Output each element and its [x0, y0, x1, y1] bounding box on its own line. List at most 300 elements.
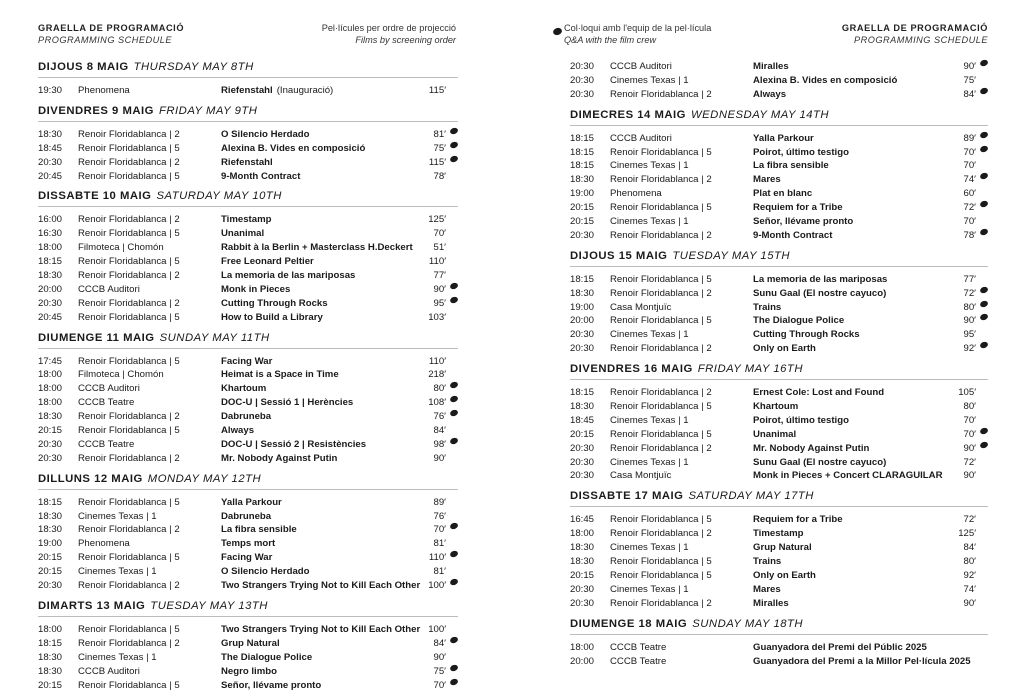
- screening-row: [570, 428, 988, 442]
- day-title: [38, 599, 458, 617]
- screening-duration: 70′: [963, 216, 976, 228]
- screening-venue: Cinemes Texas | 1: [610, 216, 689, 228]
- screening-venue: Phenomena: [78, 85, 130, 96]
- screening-time: 18:30: [570, 542, 595, 554]
- screening-time: 20:15: [38, 552, 63, 564]
- film-title: Riefenstahl: [221, 156, 273, 168]
- film-title: Mr. Nobody Against Putin: [753, 442, 870, 454]
- screening-time: 20:30: [570, 583, 595, 595]
- screening-duration: 100′: [428, 623, 446, 635]
- film-title: Poirot, último testigo: [753, 414, 849, 426]
- screening-time: 20:30: [570, 343, 595, 355]
- screening-duration: 125′: [958, 528, 976, 540]
- screening-row: [570, 173, 988, 187]
- screening-row: [570, 88, 988, 102]
- screening-row: [570, 132, 988, 146]
- screening-row: [38, 142, 458, 156]
- qa-icon: [449, 141, 459, 149]
- qa-icon: [979, 286, 989, 294]
- screening-row: [38, 523, 458, 537]
- day-title: [38, 331, 458, 349]
- screening-duration: 115′: [428, 85, 446, 96]
- qa-icon: [449, 437, 459, 445]
- screening-duration: 110′: [428, 552, 446, 564]
- screening-time: 20:00: [38, 283, 63, 295]
- film-title: Timestamp: [221, 214, 272, 226]
- screening-row: [38, 128, 458, 142]
- screening-time: 18:30: [38, 665, 63, 677]
- screening-row: [570, 400, 988, 414]
- screening-row: [570, 469, 988, 483]
- screening-duration: 77′: [433, 270, 446, 282]
- film-title: Trains: [753, 556, 782, 568]
- screening-film: [753, 400, 798, 414]
- day-title-ca: DIMARTS 13 MAIG: [38, 599, 146, 612]
- screening-duration: 51′: [433, 242, 446, 254]
- screening-film: [753, 655, 971, 669]
- qa-legend-ca: Col·loqui amb l'equip de la pel·lícula: [564, 23, 712, 33]
- day-block: [38, 472, 458, 593]
- screening-row: [38, 679, 458, 693]
- screening-time: 18:30: [570, 287, 595, 299]
- screening-row: [38, 496, 458, 510]
- screening-duration: 90′: [433, 452, 446, 464]
- screening-venue: Cinemes Texas | 1: [78, 651, 157, 663]
- screening-venue: Renoir Floridablanca | 5: [610, 202, 712, 214]
- day-title: [38, 60, 458, 78]
- day-block: [38, 331, 458, 466]
- screening-row: [38, 170, 458, 184]
- film-note: (Inauguració): [276, 85, 334, 96]
- screening-duration: 95′: [963, 329, 976, 341]
- screening-row: [38, 424, 458, 438]
- screening-duration: 74′: [963, 583, 976, 595]
- screening-venue: Renoir Floridablanca | 2: [78, 411, 180, 423]
- screening-row: [570, 74, 988, 88]
- film-title: How to Build a Library: [221, 311, 323, 323]
- film-title: Free Leonard Peltier: [221, 256, 314, 268]
- screening-film: [221, 523, 297, 537]
- screening-row: [38, 283, 458, 297]
- qa-icon: [979, 172, 989, 180]
- film-title: La fibra sensible: [221, 524, 297, 536]
- screening-film: [753, 442, 869, 456]
- screening-venue: CCCB Teatre: [610, 641, 667, 653]
- screening-venue: Renoir Floridablanca | 5: [78, 355, 180, 367]
- screening-venue: Renoir Floridablanca | 2: [610, 229, 712, 241]
- screening-row: [570, 273, 988, 287]
- film-title: Temps mort: [221, 538, 276, 550]
- day-title-en: SUNDAY MAY 11TH: [159, 331, 270, 344]
- screening-venue: CCCB Teatre: [78, 438, 135, 450]
- screening-duration: 125′: [428, 214, 446, 226]
- screening-duration: 75′: [433, 665, 446, 677]
- film-title: 9-Month Contract: [753, 229, 833, 241]
- screening-row: [570, 386, 988, 400]
- screening-venue: Cinemes Texas | 1: [610, 542, 689, 554]
- screening-venue: Renoir Floridablanca | 5: [610, 556, 712, 568]
- qa-icon: [979, 341, 989, 349]
- screening-time: 18:15: [38, 496, 63, 508]
- screening-row: [570, 328, 988, 342]
- screening-venue: Cinemes Texas | 1: [78, 510, 157, 522]
- screening-film: [221, 579, 420, 593]
- screening-row: [570, 527, 988, 541]
- day-title-en: THURSDAY MAY 8TH: [133, 61, 254, 73]
- screening-film: [221, 128, 310, 142]
- film-title: Ernest Cole: Lost and Found: [753, 387, 885, 399]
- screening-row: [38, 156, 458, 170]
- screening-film: [221, 84, 333, 98]
- screening-film: [753, 215, 853, 229]
- screening-time: 20:30: [570, 74, 595, 86]
- screening-film: [753, 173, 781, 187]
- screening-venue: Renoir Floridablanca | 2: [78, 214, 180, 226]
- screening-film: [221, 213, 271, 227]
- screening-duration: 108′: [428, 397, 446, 409]
- screening-time: 20:30: [38, 297, 63, 309]
- day-title-en: SATURDAY MAY 17TH: [688, 490, 814, 503]
- day-block: [38, 60, 458, 98]
- day-block: [570, 362, 988, 483]
- screening-time: 18:00: [38, 242, 63, 254]
- qa-icon: [449, 296, 459, 304]
- screening-duration: 95′: [433, 297, 446, 309]
- screening-time: 18:00: [38, 397, 63, 409]
- screening-duration: 80′: [963, 301, 976, 313]
- screening-time: 20:30: [38, 438, 63, 450]
- day-title-en: SATURDAY MAY 10TH: [156, 190, 282, 203]
- screening-time: 18:15: [38, 637, 63, 649]
- film-title: Mr. Nobody Against Putin: [221, 452, 338, 464]
- screening-row: [570, 215, 988, 229]
- screening-duration: 110′: [428, 355, 446, 367]
- screening-film: [753, 301, 781, 315]
- right-header-title: [842, 22, 988, 46]
- screening-venue: Casa Montjuïc: [610, 470, 672, 482]
- screening-time: 18:45: [570, 414, 595, 426]
- screening-venue: Phenomena: [610, 188, 662, 200]
- screening-time: 18:00: [570, 528, 595, 540]
- screening-time: 20:45: [38, 311, 63, 323]
- screening-film: [221, 424, 254, 438]
- screening-duration: 84′: [433, 637, 446, 649]
- screening-film: [221, 142, 365, 156]
- screening-row: [38, 227, 458, 241]
- header-subtitle-ca: Pel·lícules per ordre de projecció: [321, 23, 456, 33]
- qa-icon: [449, 127, 459, 135]
- film-title: Negro limbo: [221, 665, 277, 677]
- screening-time: 20:30: [570, 61, 595, 72]
- screening-time: 18:00: [38, 623, 63, 635]
- screening-venue: Renoir Floridablanca | 2: [610, 88, 712, 100]
- film-title: Requiem for a Tribe: [753, 514, 843, 526]
- screening-film: [753, 132, 814, 146]
- qa-legend-icon: [552, 27, 563, 37]
- screening-time: 20:30: [570, 88, 595, 100]
- qa-icon: [979, 228, 989, 236]
- screening-duration: 110′: [428, 256, 446, 268]
- film-title: Only on Earth: [753, 343, 816, 355]
- screening-venue: Renoir Floridablanca | 2: [610, 343, 712, 355]
- screening-venue: Renoir Floridablanca | 5: [78, 228, 180, 240]
- day-title-ca: DIMECRES 14 MAIG: [570, 108, 686, 121]
- screening-film: [221, 565, 310, 579]
- film-title: La fibra sensible: [753, 160, 829, 172]
- film-title: Two Strangers Trying Not to Kill Each Other: [221, 580, 421, 592]
- screening-row: [38, 438, 458, 452]
- film-title: O Silencio Herdado: [221, 128, 310, 140]
- screening-duration: 70′: [963, 414, 976, 426]
- screening-row: [38, 396, 458, 410]
- screening-time: 18:15: [570, 132, 595, 144]
- screening-row: [38, 665, 458, 679]
- screening-film: [221, 510, 271, 524]
- film-title: Khartoum: [753, 401, 799, 413]
- film-title: La memoria de las mariposas: [753, 273, 888, 285]
- screening-venue: Renoir Floridablanca | 5: [78, 679, 180, 691]
- screening-row: [38, 84, 458, 98]
- screening-row: [570, 342, 988, 356]
- screening-time: 20:15: [570, 569, 595, 581]
- film-title: Yalla Parkour: [753, 132, 814, 144]
- day-title-ca: DIUMENGE 11 MAIG: [38, 331, 155, 344]
- qa-icon: [979, 313, 989, 321]
- screening-film: [221, 623, 420, 637]
- screening-duration: 90′: [963, 442, 976, 454]
- qa-icon: [449, 578, 459, 586]
- screening-venue: Cinemes Texas | 1: [610, 160, 689, 172]
- screening-venue: Renoir Floridablanca | 2: [610, 287, 712, 299]
- screening-venue: Renoir Floridablanca | 2: [610, 387, 712, 399]
- day-title-ca: DIJOUS 15 MAIG: [570, 249, 668, 262]
- screening-duration: 92′: [963, 343, 976, 355]
- screening-duration: 76′: [433, 411, 446, 423]
- qa-icon: [979, 427, 989, 435]
- screening-duration: 90′: [963, 470, 976, 482]
- screening-venue: Renoir Floridablanca | 2: [78, 128, 180, 140]
- film-title: Alexina B. Vides en composició: [753, 74, 898, 86]
- qa-icon: [979, 130, 989, 138]
- header-title-ca: GRAELLA DE PROGRAMACIÓ: [38, 23, 185, 33]
- screening-venue: Renoir Floridablanca | 5: [78, 170, 180, 182]
- qa-icon: [449, 636, 459, 644]
- qa-icon: [449, 663, 459, 671]
- screening-duration: 90′: [963, 61, 976, 72]
- screening-duration: 75′: [433, 142, 446, 154]
- screening-film: [753, 386, 884, 400]
- film-title: Dabruneba: [221, 510, 272, 522]
- screening-film: [753, 583, 781, 597]
- film-title: Riefenstahl: [221, 85, 273, 96]
- screening-time: 20:30: [38, 156, 63, 168]
- screening-venue: CCCB Auditori: [610, 61, 672, 72]
- screening-time: 18:30: [38, 128, 63, 140]
- screening-film: [753, 287, 886, 301]
- screening-time: 18:00: [570, 641, 595, 653]
- day-block: [38, 189, 458, 324]
- left-page: [0, 0, 512, 689]
- film-title: La memoria de las mariposas: [221, 270, 356, 282]
- screening-row: [570, 641, 988, 655]
- film-title: The Dialogue Police: [753, 315, 845, 327]
- screening-row: [38, 311, 458, 325]
- screening-venue: Renoir Floridablanca | 2: [610, 528, 712, 540]
- screening-time: 18:00: [38, 369, 63, 381]
- screening-row: [38, 510, 458, 524]
- film-title: Yalla Parkour: [221, 496, 282, 508]
- screening-row: [38, 355, 458, 369]
- day-block: [570, 617, 988, 669]
- screening-film: [221, 438, 366, 452]
- screening-venue: Renoir Floridablanca | 5: [610, 315, 712, 327]
- screening-venue: Cinemes Texas | 1: [610, 456, 689, 468]
- screening-duration: 77′: [963, 273, 976, 285]
- screening-film: [753, 541, 812, 555]
- day-title-ca: DIVENDRES 16 MAIG: [570, 363, 693, 376]
- screening-duration: 80′: [963, 401, 976, 413]
- screening-row: [570, 201, 988, 215]
- screening-venue: CCCB Auditori: [78, 383, 140, 395]
- screening-duration: 75′: [963, 74, 976, 86]
- screening-duration: 98′: [433, 438, 446, 450]
- film-title: Guanyadora del Premi a la Millor Pel·lícula 2025: [753, 655, 971, 667]
- screening-time: 19:30: [38, 85, 63, 96]
- screening-duration: 72′: [963, 287, 976, 299]
- screening-time: 18:15: [38, 256, 63, 268]
- screening-film: [221, 637, 280, 651]
- screening-film: [221, 551, 272, 565]
- screening-film: [221, 241, 413, 255]
- screening-row: [570, 555, 988, 569]
- screening-row: [38, 410, 458, 424]
- screening-time: 18:30: [570, 174, 595, 186]
- screening-time: 18:45: [38, 142, 63, 154]
- day-block: [570, 489, 988, 610]
- screening-duration: 90′: [963, 315, 976, 327]
- screening-duration: 90′: [433, 651, 446, 663]
- day-title-ca: DIVENDRES 9 MAIG: [38, 104, 154, 117]
- film-title: Poirot, último testigo: [753, 146, 849, 158]
- screening-film: [221, 410, 271, 424]
- screening-film: [753, 527, 803, 541]
- film-title: Grup Natural: [753, 542, 812, 554]
- screening-time: 19:00: [38, 538, 63, 550]
- screening-film: [221, 452, 337, 466]
- screening-time: 19:00: [570, 301, 595, 313]
- day-block: [570, 60, 988, 102]
- screening-row: [38, 297, 458, 311]
- film-title: Grup Natural: [221, 637, 280, 649]
- screening-duration: 70′: [433, 228, 446, 240]
- screening-venue: Renoir Floridablanca | 5: [610, 273, 712, 285]
- screening-duration: 115′: [428, 156, 446, 168]
- screening-duration: 70′: [963, 160, 976, 172]
- day-title-en: MONDAY MAY 12TH: [147, 472, 262, 485]
- right-schedule: [570, 60, 988, 674]
- film-title: Miralles: [753, 61, 789, 72]
- screening-film: [753, 456, 886, 470]
- qa-icon: [449, 154, 459, 162]
- screening-duration: 60′: [963, 188, 976, 200]
- qa-icon: [449, 677, 459, 685]
- screening-film: [753, 146, 849, 160]
- screening-row: [570, 569, 988, 583]
- screening-venue: Renoir Floridablanca | 5: [78, 142, 180, 154]
- day-title: [570, 617, 988, 635]
- film-title: Sunu Gaal (El nostre cayuco): [753, 456, 887, 468]
- screening-time: 20:30: [38, 452, 63, 464]
- screening-time: 20:30: [570, 456, 595, 468]
- screening-duration: 84′: [963, 542, 976, 554]
- day-title-en: TUESDAY MAY 15TH: [672, 249, 791, 262]
- day-title-en: WEDNESDAY MAY 14TH: [690, 108, 830, 121]
- film-title: Facing War: [221, 552, 273, 564]
- qa-icon: [979, 441, 989, 449]
- screening-duration: 80′: [963, 556, 976, 568]
- day-title: [570, 489, 988, 507]
- screening-row: [38, 651, 458, 665]
- qa-icon: [979, 299, 989, 307]
- screening-row: [570, 583, 988, 597]
- screening-time: 20:30: [570, 329, 595, 341]
- header-title-ca: GRAELLA DE PROGRAMACIÓ: [841, 23, 988, 33]
- day-title: [38, 104, 458, 122]
- screening-row: [38, 382, 458, 396]
- screening-time: 18:00: [38, 383, 63, 395]
- screening-film: [753, 74, 897, 88]
- screening-time: 16:45: [570, 514, 595, 526]
- header-subtitle-en: Films by screening order: [355, 35, 456, 45]
- film-title: Cutting Through Rocks: [221, 297, 328, 309]
- day-title: [38, 472, 458, 490]
- screening-venue: Renoir Floridablanca | 2: [610, 442, 712, 454]
- qa-icon: [449, 381, 459, 389]
- screening-duration: 72′: [963, 202, 976, 214]
- screening-duration: 92′: [963, 569, 976, 581]
- qa-icon: [449, 409, 459, 417]
- screening-time: 18:15: [570, 273, 595, 285]
- qa-legend: [564, 22, 711, 46]
- film-title: Heimat is a Space in Time: [221, 369, 339, 381]
- film-title: Alexina B. Vides en composició: [221, 142, 366, 154]
- screening-duration: 84′: [963, 88, 976, 100]
- screening-film: [753, 428, 796, 442]
- film-title: Only on Earth: [753, 569, 816, 581]
- screening-film: [221, 651, 312, 665]
- film-title: Rabbit à la Berlin + Masterclass H.Deckert: [221, 242, 413, 254]
- screening-film: [221, 382, 266, 396]
- film-title: Unanimal: [221, 228, 265, 240]
- screening-row: [570, 414, 988, 428]
- screening-venue: Renoir Floridablanca | 5: [78, 425, 180, 437]
- day-title-en: FRIDAY MAY 16TH: [697, 363, 803, 376]
- film-title: DOC-U | Sessió 1 | Herències: [221, 397, 354, 409]
- qa-icon: [979, 144, 989, 152]
- film-title: Miralles: [753, 597, 789, 609]
- day-block: [38, 599, 458, 692]
- film-title: Always: [221, 425, 255, 437]
- screening-venue: Renoir Floridablanca | 5: [610, 569, 712, 581]
- screening-time: 20:15: [570, 216, 595, 228]
- screening-venue: Renoir Floridablanca | 2: [78, 637, 180, 649]
- screening-film: [753, 342, 816, 356]
- screening-duration: 70′: [433, 524, 446, 536]
- screening-film: [221, 297, 328, 311]
- screening-duration: 90′: [963, 597, 976, 609]
- film-title: Timestamp: [753, 528, 804, 540]
- day-title-en: FRIDAY MAY 9TH: [158, 104, 258, 117]
